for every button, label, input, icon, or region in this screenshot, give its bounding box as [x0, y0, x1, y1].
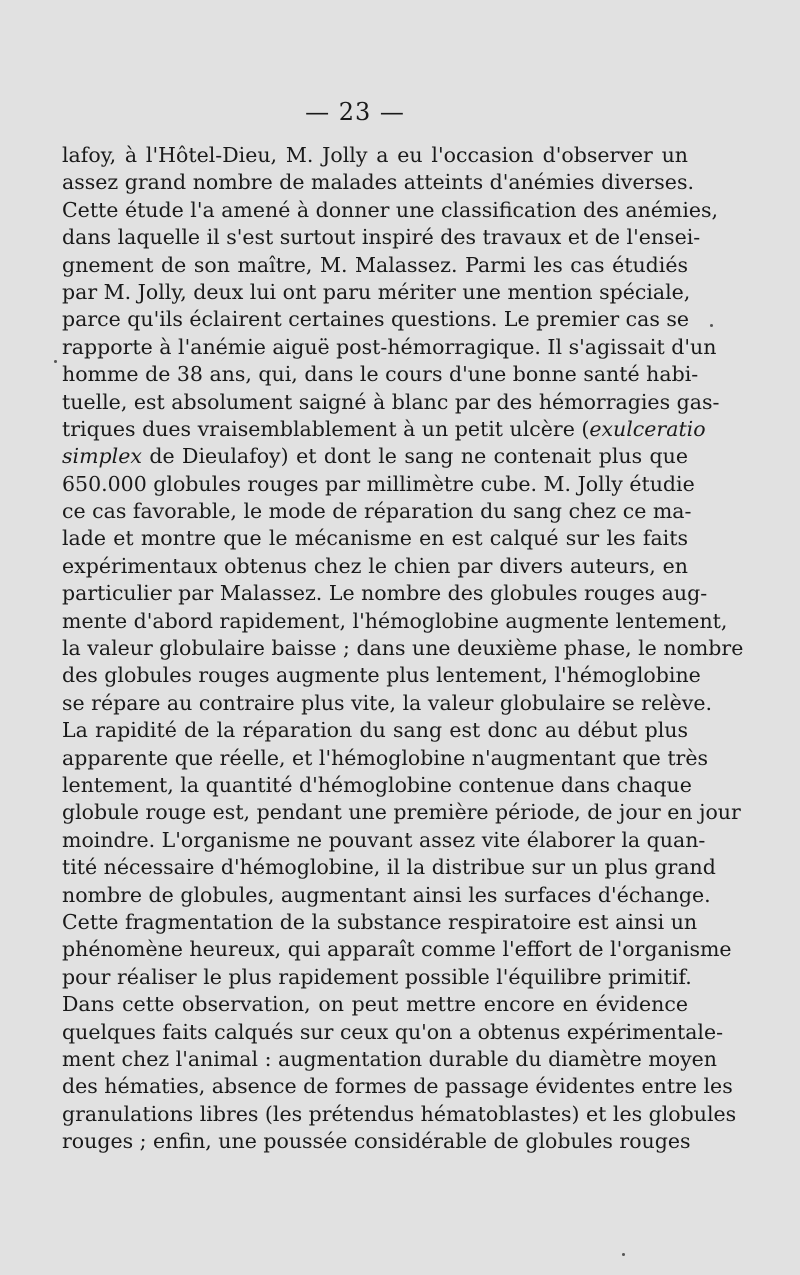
text-line: rapporte à l'anémie aiguë post-hémorragique. Il s'agissait d'un	[62, 334, 717, 359]
text-line: nombre de globules, augmentant ainsi les surfaces d'échange.	[62, 882, 711, 907]
text-line: ce cas favorable, le mode de réparation du sang chez ce ma-	[62, 499, 692, 524]
text-line: tité nécessaire d'hémoglobine, il la distribue sur un plus grand	[62, 855, 716, 880]
text-line: particulier par Malassez. Le nombre des globules rouges aug-	[62, 581, 708, 606]
latin-term: exulceratio	[589, 416, 706, 441]
text-line: simplex de Dieulafoy) et dont le sang ne contenait plus que	[62, 444, 688, 469]
text-line: des globules rouges augmente plus lentement, l'hémoglobine	[62, 663, 701, 688]
text-line: quelques faits calqués sur ceux qu'on a obtenus expérimentale-	[62, 1019, 724, 1044]
text-line: se répare au contraire plus vite, la valeur globulaire se relève.	[62, 690, 713, 715]
text-line: La rapidité de la réparation du sang est donc au début plus	[62, 718, 688, 743]
text-line: lentement, la quantité d'hémoglobine contenue dans chaque	[62, 772, 692, 797]
text-line: moindre. L'organisme ne pouvant assez vite élaborer la quan-	[62, 827, 706, 852]
body-text	[62, 142, 744, 1155]
text-line: pour réaliser le plus rapidement possible l'équilibre primitif.	[62, 964, 692, 989]
text-line: phénomène heureux, qui apparaît comme l'effort de l'organisme	[62, 937, 732, 962]
page-number: — 23 —	[305, 98, 405, 126]
text-line: des hématies, absence de formes de passage évidentes entre les	[62, 1074, 733, 1099]
text-line: ment chez l'animal : augmentation durable du diamètre moyen	[62, 1046, 717, 1071]
text-line: Cette étude l'a amené à donner une classification des anémies,	[62, 197, 719, 222]
text-line: gnement de son maître, M. Malassez. Parmi les cas étudiés	[62, 252, 688, 277]
paper-speck	[710, 324, 713, 327]
paper-speck	[54, 360, 57, 363]
text-line: apparente que réelle, et l'hémoglobine n'augmentant que très	[62, 745, 709, 770]
text-line: dans laquelle il s'est surtout inspiré des travaux et de l'ensei-	[62, 225, 701, 250]
text-line: mente d'abord rapidement, l'hémoglobine augmente lentement,	[62, 608, 728, 633]
text-line: 650.000 globules rouges par millimètre cube. M. Jolly étudie	[62, 471, 695, 496]
text-line: Dans cette observation, on peut mettre encore en évidence	[62, 992, 688, 1017]
paper-speck	[622, 1253, 625, 1256]
text-line: granulations libres (les prétendus hématoblastes) et les globules	[62, 1101, 737, 1126]
text-line: la valeur globulaire baisse ; dans une deuxième phase, le nombre	[62, 636, 744, 661]
text-line: homme de 38 ans, qui, dans le cours d'une bonne santé habi-	[62, 362, 699, 387]
text-line: tuelle, est absolument saigné à blanc par des hémorragies gas-	[62, 389, 720, 414]
text-line: triques dues vraisemblablement à un petit ulcère (exulceratio	[62, 416, 706, 441]
text-line: expérimentaux obtenus chez le chien par divers auteurs, en	[62, 553, 688, 578]
text-line: assez grand nombre de malades atteints d'anémies diverses.	[62, 170, 694, 195]
text-line: parce qu'ils éclairent certaines questions. Le premier cas se	[62, 307, 690, 332]
text-line: rouges ; enfin, une poussée considérable de globules rouges	[62, 1129, 691, 1154]
text-line: lade et montre que le mécanisme en est calqué sur les faits	[62, 526, 688, 551]
text-line: Cette fragmentation de la substance respiratoire est ainsi un	[62, 909, 698, 934]
text-line: globule rouge est, pendant une première période, de jour en jour	[62, 800, 741, 825]
text-line: lafoy, à l'Hôtel-Dieu, M. Jolly a eu l'occasion d'observer un	[62, 143, 688, 167]
text-line: par M. Jolly, deux lui ont paru mériter une mention spéciale,	[62, 279, 691, 304]
latin-term: simplex	[62, 444, 142, 469]
